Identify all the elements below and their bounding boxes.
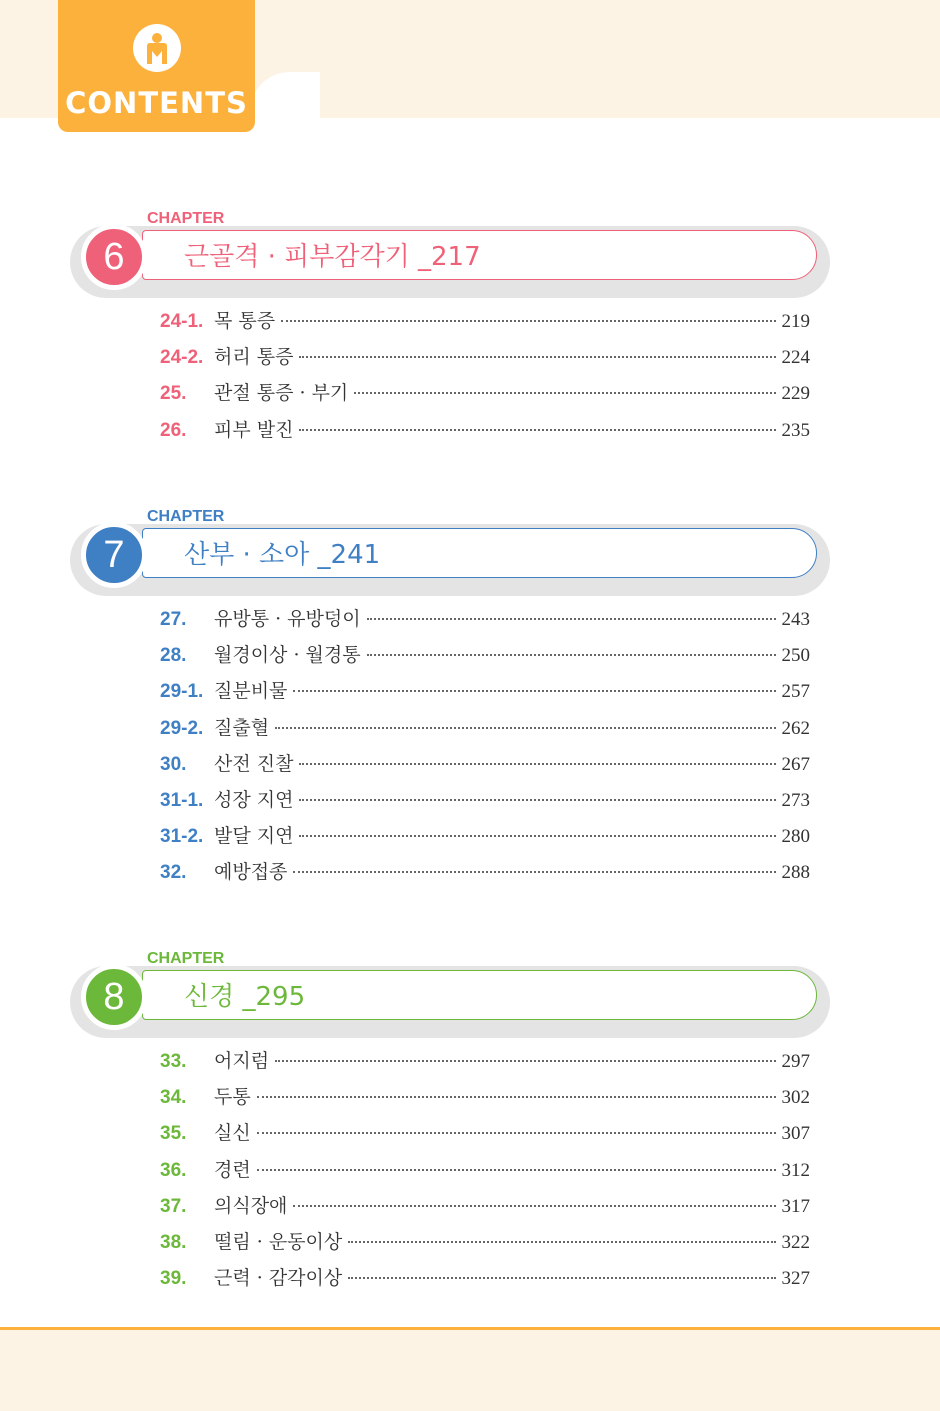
toc-entry[interactable] [160,415,810,445]
dot-leader [275,727,775,729]
toc-entry[interactable] [160,676,810,706]
entry-page-number: 250 [781,645,810,667]
dot-leader [293,690,775,692]
dot-leader [354,392,775,394]
dot-leader [275,1060,775,1062]
entry-title: 유방통 · 유방덩이 [214,608,361,630]
entry-number: 30. [160,753,187,775]
entry-title: 경련 [214,1158,251,1181]
entry-number: 39. [160,1268,187,1290]
entry-page-number: 257 [781,681,810,703]
entry-number: 27. [160,609,187,630]
entry-page-number: 312 [781,1159,810,1181]
entry-number: 26. [160,419,187,441]
entry-title: 발달 지연 [214,825,294,848]
chapter-number-badge: 6 [81,224,147,290]
dot-leader [367,654,776,656]
dot-leader [257,1132,776,1134]
toc-entry[interactable] [160,306,810,336]
entry-page-number: 262 [781,717,810,739]
dot-leader [299,763,775,765]
toc-entry[interactable] [160,378,810,408]
toc-entry[interactable] [160,1227,810,1257]
entry-title: 목 통증 [214,310,276,332]
contents-tab [58,0,255,132]
entry-page-number: 273 [781,790,810,811]
entry-number: 31-2. [160,826,204,848]
entry-number: 25. [160,383,187,405]
entry-page-number: 302 [781,1087,810,1109]
entry-page-number: 307 [781,1123,810,1145]
person-logo-icon [133,24,181,72]
entry-title: 산전 진찰 [214,752,294,775]
entry-number: 29-2. [160,717,204,739]
footer-band [0,1330,940,1411]
entry-number: 36. [160,1159,187,1181]
entry-title: 떨림 · 운동이상 [214,1231,343,1253]
entry-title: 근력 · 감각이상 [214,1267,343,1290]
entry-page-number: 229 [781,383,810,405]
entry-title: 의식장애 [214,1194,288,1217]
entry-title: 실신 [214,1122,251,1145]
entry-number: 37. [160,1195,187,1217]
entry-title: 질분비물 [214,680,288,703]
dot-leader [257,1096,776,1098]
entry-title: 성장 지연 [214,789,294,811]
chapter-label: CHAPTER [147,508,225,525]
entry-number: 34. [160,1087,187,1109]
entry-title: 관절 통증 · 부기 [214,382,349,405]
entry-title: 피부 발진 [214,418,294,441]
entry-number: 33. [160,1051,187,1072]
dot-leader [257,1169,776,1171]
chapter-number-badge: 7 [81,522,147,588]
entry-page-number: 219 [781,311,810,332]
toc-entry[interactable] [160,1082,810,1112]
toc-entry[interactable] [160,342,810,372]
entry-page-number: 322 [781,1232,810,1253]
entry-title: 어지럼 [214,1050,270,1072]
dot-leader [293,871,775,873]
entry-page-number: 297 [781,1051,810,1072]
entry-number: 32. [160,862,187,884]
entry-page-number: 267 [781,753,810,775]
chapter-number-badge: 8 [81,964,147,1030]
toc-entry[interactable] [160,713,810,743]
entry-number: 28. [160,645,187,667]
entry-page-number: 280 [781,826,810,848]
toc-entry[interactable] [160,1046,810,1076]
entry-page-number: 224 [781,347,810,369]
entry-page-number: 235 [781,419,810,441]
entry-page-number: 317 [781,1195,810,1217]
chapter-title[interactable]: 산부 · 소아 _241 [184,540,381,570]
entry-title: 질출혈 [214,716,270,739]
chapter-label: CHAPTER [147,210,225,227]
dot-leader [367,618,776,620]
entry-title: 두통 [214,1086,251,1109]
entry-title: 허리 통증 [214,346,294,369]
dot-leader [299,835,775,837]
toc-entry[interactable] [160,604,810,634]
chapter-title[interactable]: 근골격 · 피부감각기 _217 [184,242,481,272]
entry-number: 24-1. [160,311,204,332]
entry-title: 예방접종 [214,861,288,884]
toc-entry[interactable] [160,1191,810,1221]
dot-leader [299,356,775,358]
toc-entry[interactable] [160,1263,810,1293]
dot-leader [348,1277,775,1279]
dot-leader [299,429,775,431]
entry-number: 31-1. [160,790,204,811]
chapter-title[interactable]: 신경 _295 [184,982,306,1012]
entry-number: 35. [160,1123,187,1145]
chapter-label: CHAPTER [147,950,225,967]
contents-title: CONTENTS [65,86,248,120]
dot-leader [281,320,775,322]
entry-page-number: 288 [781,862,810,884]
toc-entry[interactable] [160,749,810,779]
entry-number: 29-1. [160,681,204,703]
toc-entry[interactable] [160,785,810,815]
toc-entry[interactable] [160,640,810,670]
entry-page-number: 243 [781,609,810,630]
toc-entry[interactable] [160,857,810,887]
entry-page-number: 327 [781,1268,810,1290]
dot-leader [348,1241,775,1243]
toc-entry[interactable] [160,1155,810,1185]
toc-entry[interactable] [160,821,810,851]
entry-number: 24-2. [160,347,204,369]
entry-title: 월경이상 · 월경통 [214,644,361,667]
dot-leader [293,1205,775,1207]
toc-entry[interactable] [160,1118,810,1148]
entry-number: 38. [160,1232,187,1253]
dot-leader [299,799,775,801]
